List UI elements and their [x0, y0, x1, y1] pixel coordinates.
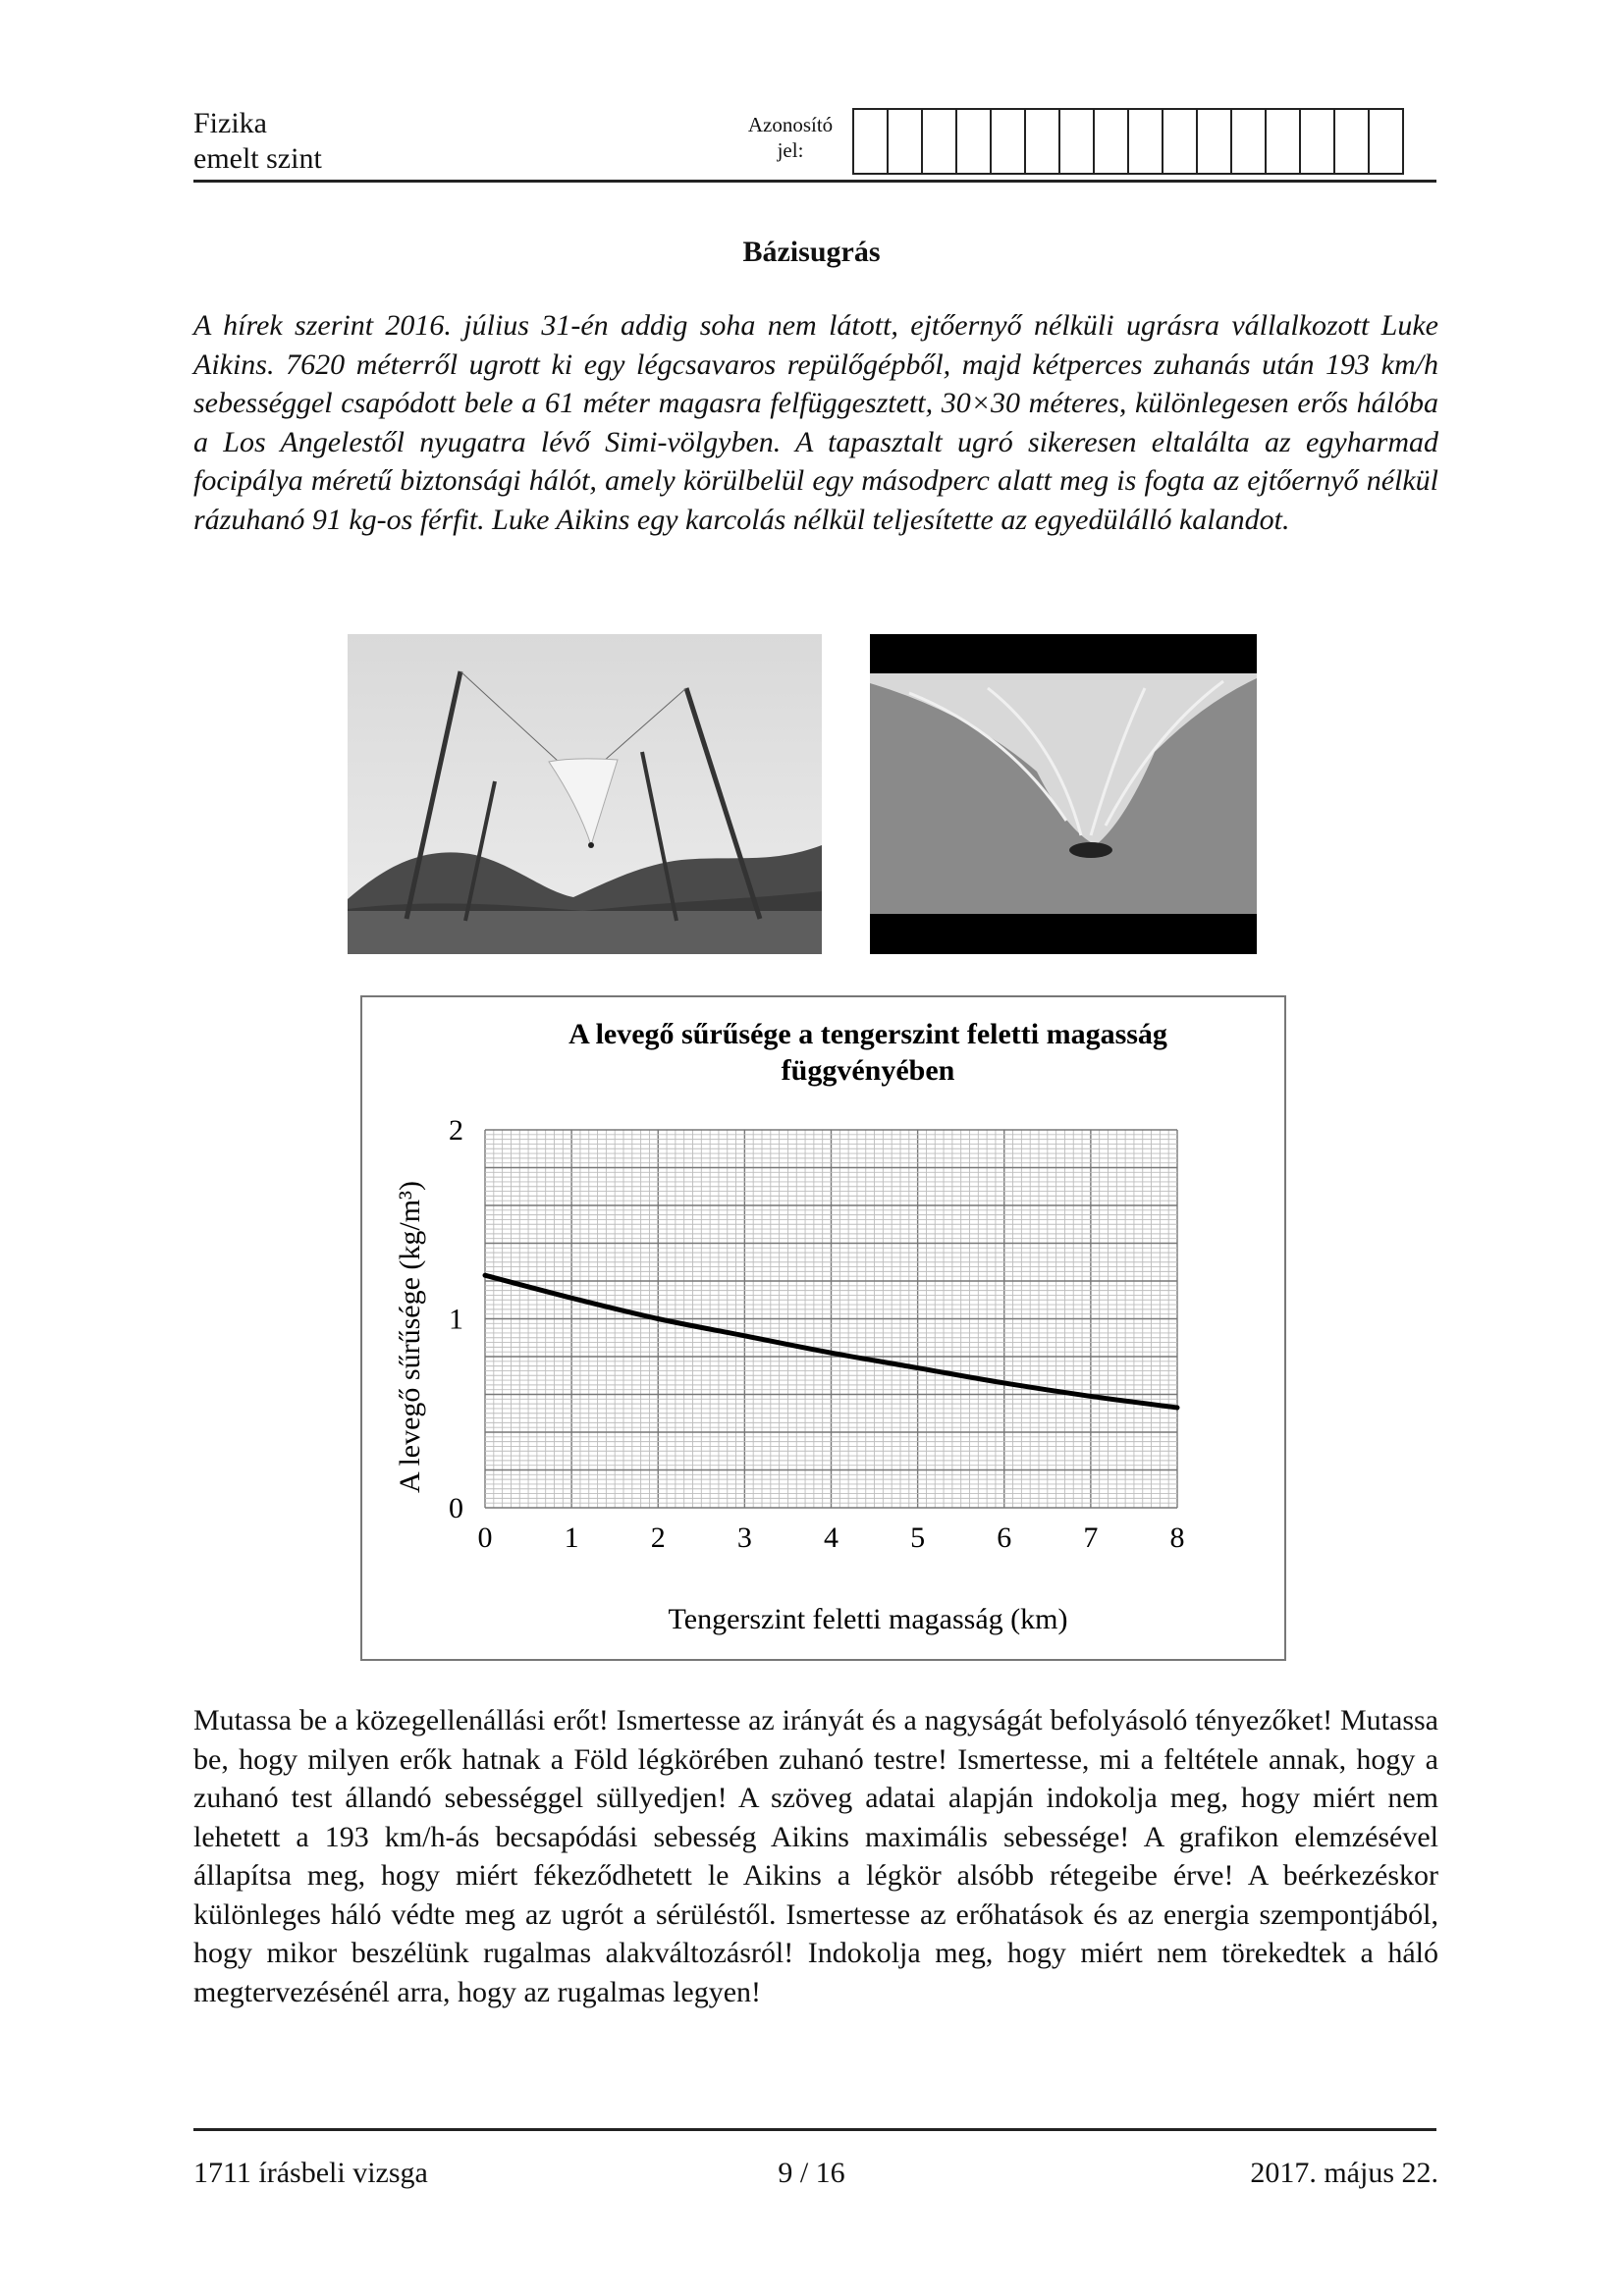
net-closeup-photo [870, 634, 1257, 954]
id-box[interactable] [1093, 108, 1129, 175]
x-tick-label: 2 [650, 1522, 666, 1554]
x-tick-label: 7 [1083, 1522, 1099, 1554]
id-box[interactable] [1265, 108, 1301, 175]
id-box[interactable] [1230, 108, 1267, 175]
id-box[interactable] [887, 108, 923, 175]
id-box[interactable] [1058, 108, 1095, 175]
id-box[interactable] [1162, 108, 1198, 175]
y-tick-label: 2 [449, 1114, 463, 1147]
page-header [193, 106, 322, 177]
footer-date: 2017. május 22. [1250, 2157, 1438, 2189]
crane-net-photo [348, 634, 822, 954]
y-tick-label: 0 [449, 1492, 463, 1524]
id-box[interactable] [1368, 108, 1404, 175]
x-tick-label: 1 [564, 1522, 579, 1554]
id-box[interactable] [921, 108, 957, 175]
x-tick-label: 0 [477, 1522, 493, 1554]
id-box[interactable] [852, 108, 889, 175]
x-axis-label: Tengerszint feletti magasság (km) [668, 1603, 1068, 1635]
footer-exam: 1711 írásbeli vizsga [193, 2157, 428, 2189]
footer-divider [193, 2128, 1436, 2131]
chart-title-line1: A levegő sűrűsége a tengerszint feletti magasság [568, 1018, 1167, 1050]
x-tick-label: 5 [910, 1522, 926, 1554]
chart-ticks [449, 1114, 1185, 1554]
id-box[interactable] [1333, 108, 1370, 175]
subject-label: Fizika [193, 107, 267, 139]
level-label: emelt szint [193, 142, 322, 175]
x-tick-label: 4 [824, 1522, 839, 1554]
id-label-line2: jel: [777, 138, 804, 162]
id-box[interactable] [1196, 108, 1232, 175]
y-axis-label: A levegő sűrűsége (kg/m³) [394, 1180, 426, 1494]
id-box[interactable] [1299, 108, 1335, 175]
id-label [731, 112, 849, 163]
x-tick-label: 3 [736, 1522, 752, 1554]
footer-page-number: 9 / 16 [778, 2157, 845, 2189]
id-box[interactable] [955, 108, 992, 175]
header-divider [193, 180, 1436, 183]
density-chart [360, 995, 1286, 1661]
id-box[interactable] [1127, 108, 1163, 175]
id-boxes [854, 108, 1404, 175]
chart-grid [485, 1130, 1177, 1508]
id-box[interactable] [1024, 108, 1060, 175]
chart-canvas [362, 997, 1288, 1663]
x-tick-label: 8 [1169, 1522, 1185, 1554]
chart-title-line2: függvényében [781, 1054, 955, 1087]
y-tick-label: 1 [449, 1303, 463, 1336]
id-box[interactable] [990, 108, 1026, 175]
x-tick-label: 6 [997, 1522, 1012, 1554]
id-label-line1: Azonosító [747, 113, 834, 136]
intro-paragraph: A hírek szerint 2016. július 31-én addig soha nem látott, ejtőernyő nélküli ugrásra vállalkozott Luke Aikins. 7620 méterről ugrott ki egy légcsavaros repülőgépből, majd kétperces zuhanás után 193 km/h sebességgel csapódott bele a 61 méter magasra felfüggesztett, 30×30 méteres, különlegesen erős hálóba a Los Angelestől nyugatra lévő Simi-völgyben. A tapasztalt ugró sikeresen eltalálta az egyharmad focipálya méretű biztonsági hálót, amely körülbelül egy másodperc alatt meg is fogta az ejtőernyő nélkül rázuhanó 91 kg-os férfit. Luke Aikins egy karcolás nélkül teljesítette az egyedülálló kalandot. [193, 309, 1438, 536]
task-paragraph: Mutassa be a közegellenállási erőt! Ismertesse az irányát és a nagyságát befolyásoló tényezőket! Mutassa be, hogy milyen erők hatnak a Föld légkörében zuhanó testre! Ismertesse, mi a feltétele annak, hogy a zuhanó test állandó sebességgel süllyedjen! A szöveg adatai alapján indokolja meg, hogy miért nem lehetett a 193 km/h-ás becsapódási sebesség Aikins maximális sebessége! A grafikon elemzésével állapítsa meg, hogy miért fékeződhetett le Aikins a légkör alsóbb rétegeibe érve! A beérkezéskor különleges háló védte meg az ugrót a sérüléstől. Ismertesse az erőhatások és az energia szempontjából, hogy mikor beszélünk rugalmas alakváltozásról! Indokolja meg, hogy miért nem törekedtek a háló megtervezésénél arra, hogy az rugalmas legyen! [193, 1704, 1438, 2008]
section-title: Bázisugrás [742, 236, 881, 268]
